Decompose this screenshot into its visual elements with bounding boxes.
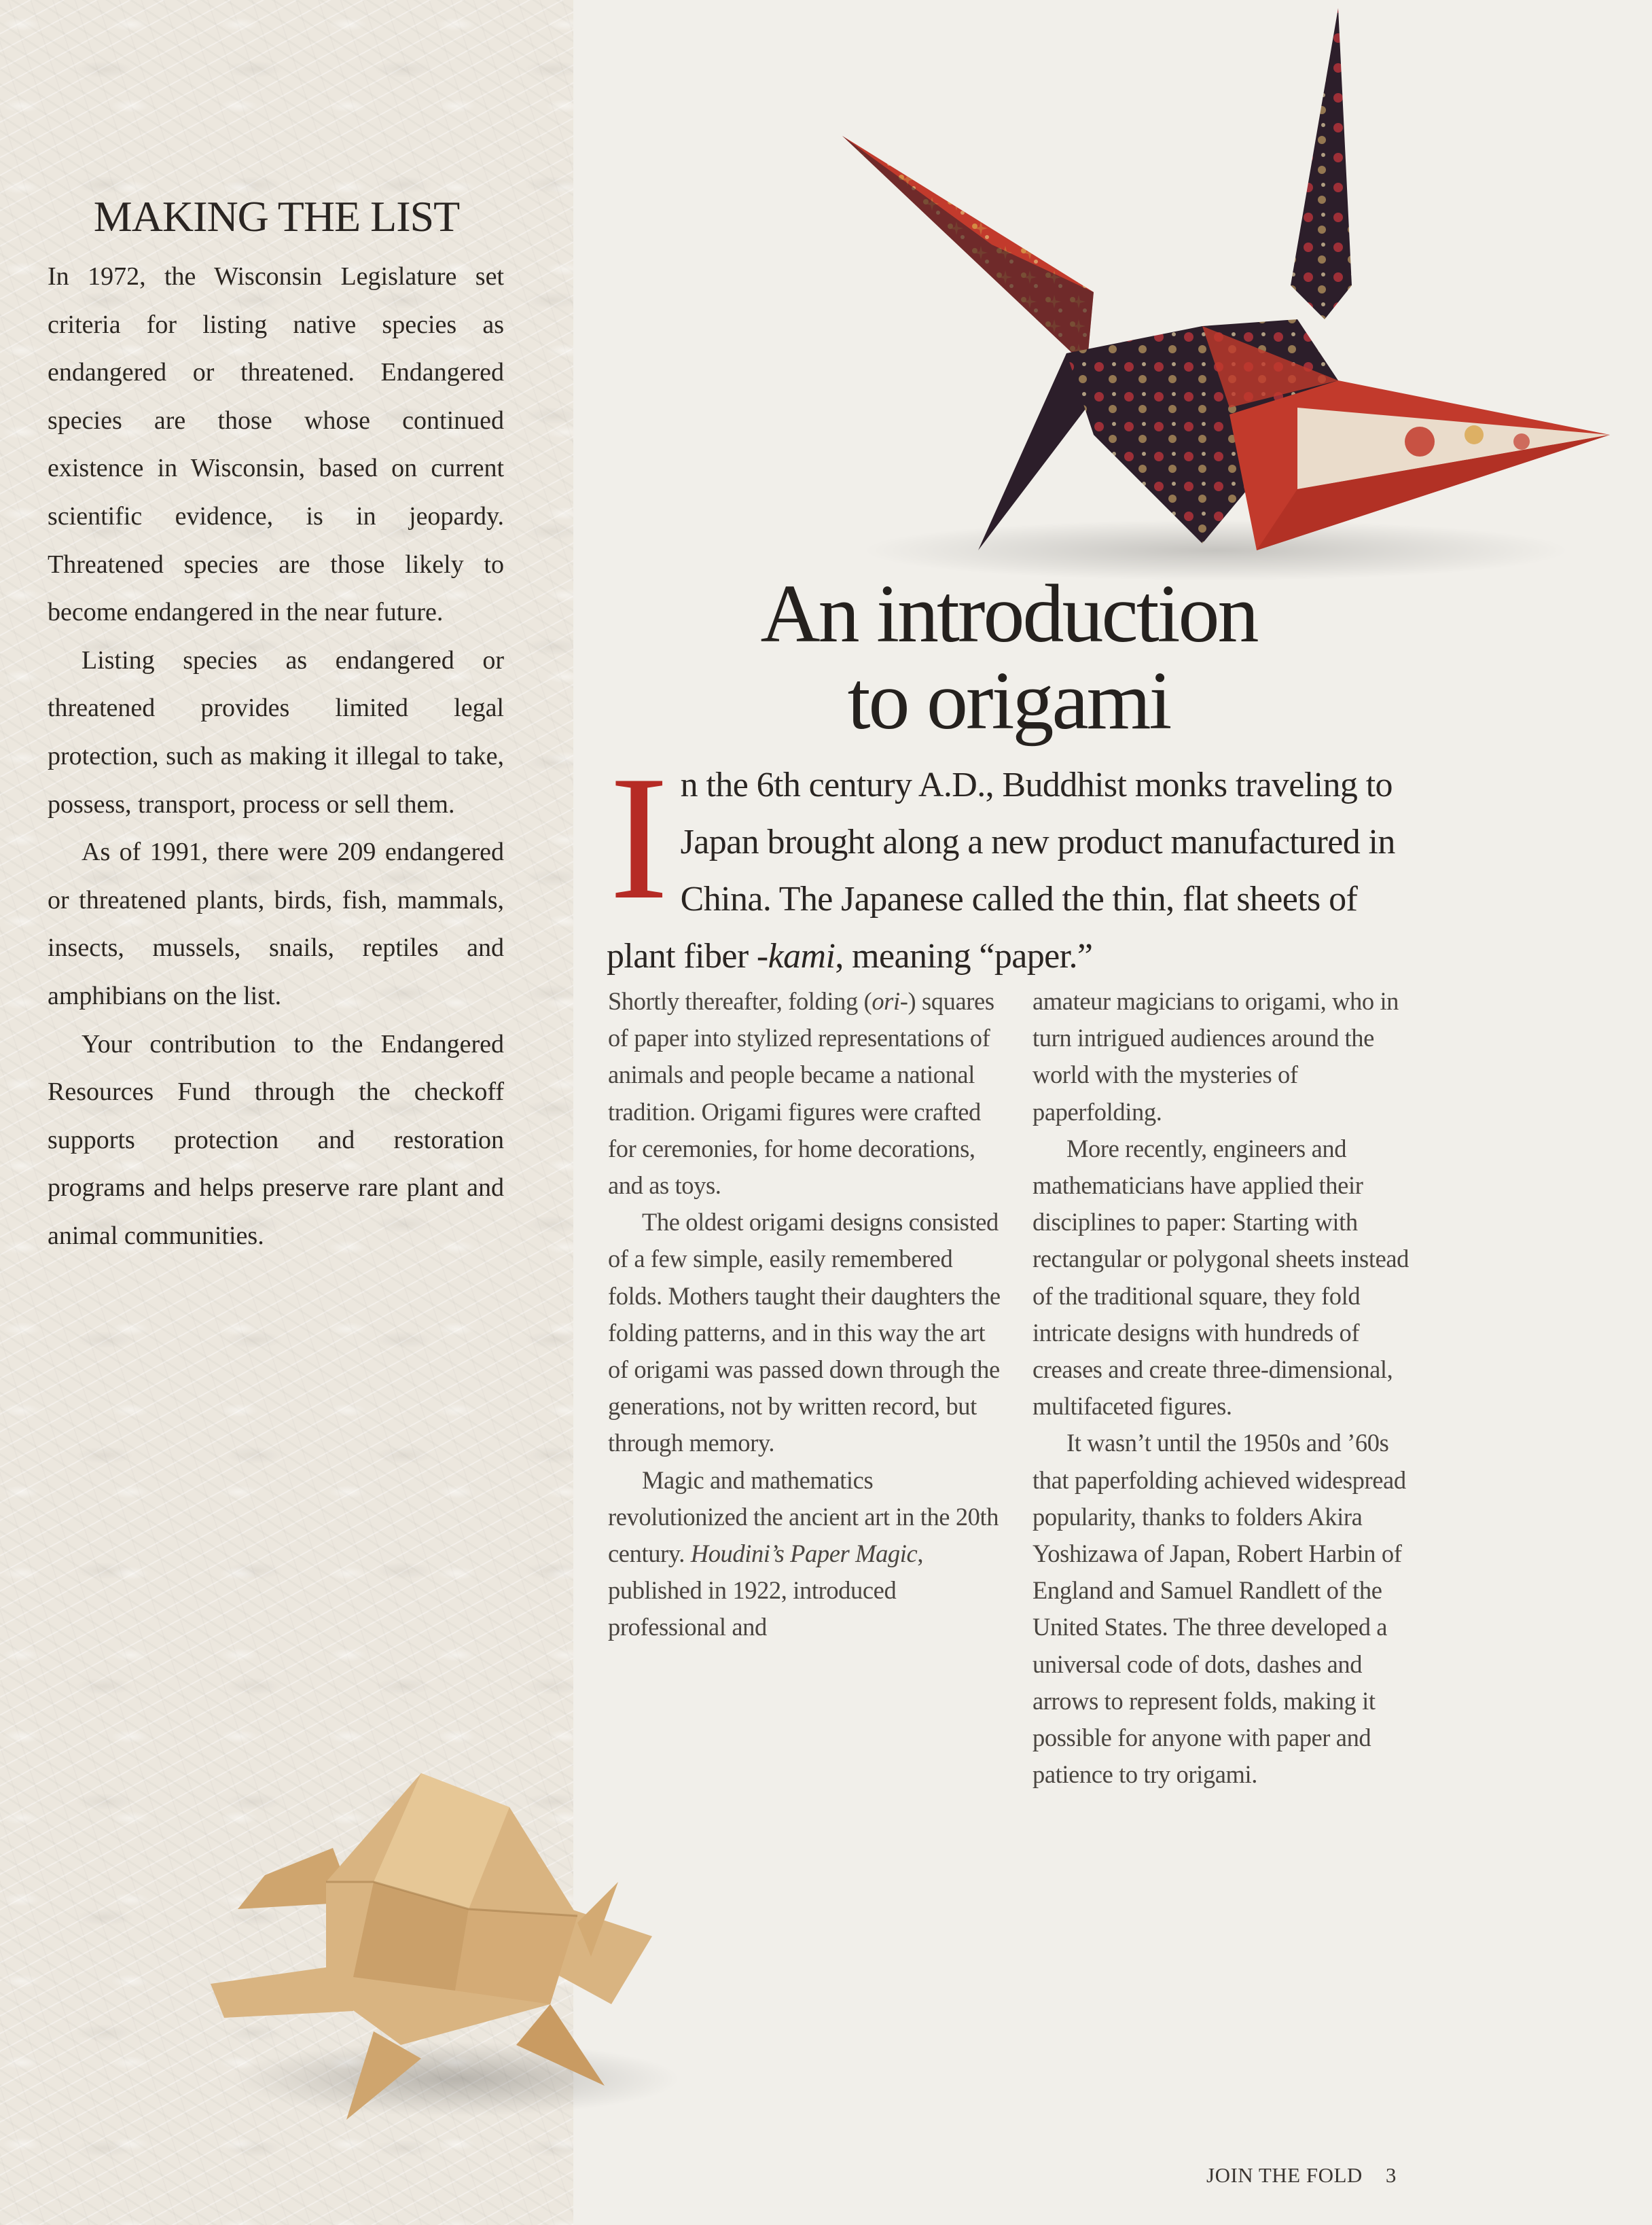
article-column-right: [1032, 983, 1426, 1793]
column-paragraph: [608, 1462, 1002, 1646]
lead-text-end: , meaning “paper.”: [835, 937, 1093, 976]
paragraph-text: ) squares of paper into stylized representations of animals and people became a national tradition. Origami figures were crafted for ceremonies, for home decorations, and as toys.: [608, 987, 994, 1200]
sidebar-paragraph: Your contribution to the Endangered Resources Fund through the checkoff supports protection and restoration programs and helps preserve rare plant and animal communities.: [48, 1029, 504, 1250]
paragraph-text: Shortly thereafter, folding (: [608, 987, 872, 1015]
drop-cap: I: [609, 739, 668, 936]
paragraph-text: , published in 1922, introduced professional and: [608, 1539, 924, 1641]
sidebar-title: MAKING THE LIST: [93, 192, 460, 241]
article-title-line1: An introduction: [760, 568, 1257, 660]
column-paragraph: The oldest origami designs consisted of a few simple, easily remembered folds. Mothers taught their daughters the folding patterns, and in this way the art of origami was passed down through the generations, not by written record, but through memory.: [608, 1208, 1001, 1457]
article-column-left: [608, 983, 1002, 1646]
origami-crane-image: [822, 0, 1617, 584]
sidebar-body: [48, 253, 504, 1260]
column-paragraph: It wasn’t until the 1950s and ’60s that paperfolding achieved widespread popularity, thanks to folders Akira Yoshizawa of Japan, Robert Harbin of England and Samuel Randlett of the United States. The three developed a universal code of dots, dashes and arrows to represent folds, making it possible for anyone with paper and patience to try origami.: [1032, 1429, 1406, 1789]
paragraph-text: Magic and mathematics revolutionized the ancient art in the 20th century.: [608, 1465, 999, 1568]
page-footer: [1206, 2163, 1420, 2188]
article-lead-paragraph: [607, 739, 1418, 985]
page-number: 3: [1385, 2163, 1397, 2187]
sidebar-paragraph: In 1972, the Wisconsin Legislature set criteria for listing native species as endangered or threatened. Endangered species are those whose continued existence in Wisconsin, based on current scientific evidence, is in jeopardy. Threatened species are those likely to become endangered in the near future.: [48, 262, 504, 627]
column-paragraph: [608, 983, 1002, 1204]
article-title-line2: to origami: [847, 655, 1170, 747]
paragraph-italic: Houdini’s Paper Magic: [690, 1539, 918, 1568]
lead-text: n the 6th century A.D., Buddhist monks traveling to Japan brought along a new product manufactured in China. The Japanese called the thin, flat sheets of plant fiber -: [607, 766, 1395, 976]
origami-turtle-image: [197, 1760, 768, 2140]
column-paragraph: More recently, engineers and mathematicians have applied their disciplines to paper: Starting with rectangular or polygonal sheets instead of the traditional square, they fold intricate designs with hundreds of creases and create three-dimensional, multifaceted figures.: [1032, 1134, 1409, 1421]
sidebar-paragraph: Listing species as endangered or threatened provides limited legal protection, such as making it illegal to take, possess, transport, process or sell them.: [48, 645, 504, 819]
lead-italic: kami: [768, 937, 836, 976]
paragraph-italic: ori-: [872, 987, 908, 1015]
column-paragraph: amateur magicians to origami, who in turn intrigued audiences around the world with the mysteries of paperfolding.: [1032, 987, 1399, 1126]
footer-label: JOIN THE FOLD: [1206, 2163, 1363, 2187]
sidebar-paragraph: As of 1991, there were 209 endangered or threatened plants, birds, fish, mammals, insects, mussels, snails, reptiles and amphibians on the list.: [48, 838, 504, 1010]
article-title: [679, 568, 1338, 747]
